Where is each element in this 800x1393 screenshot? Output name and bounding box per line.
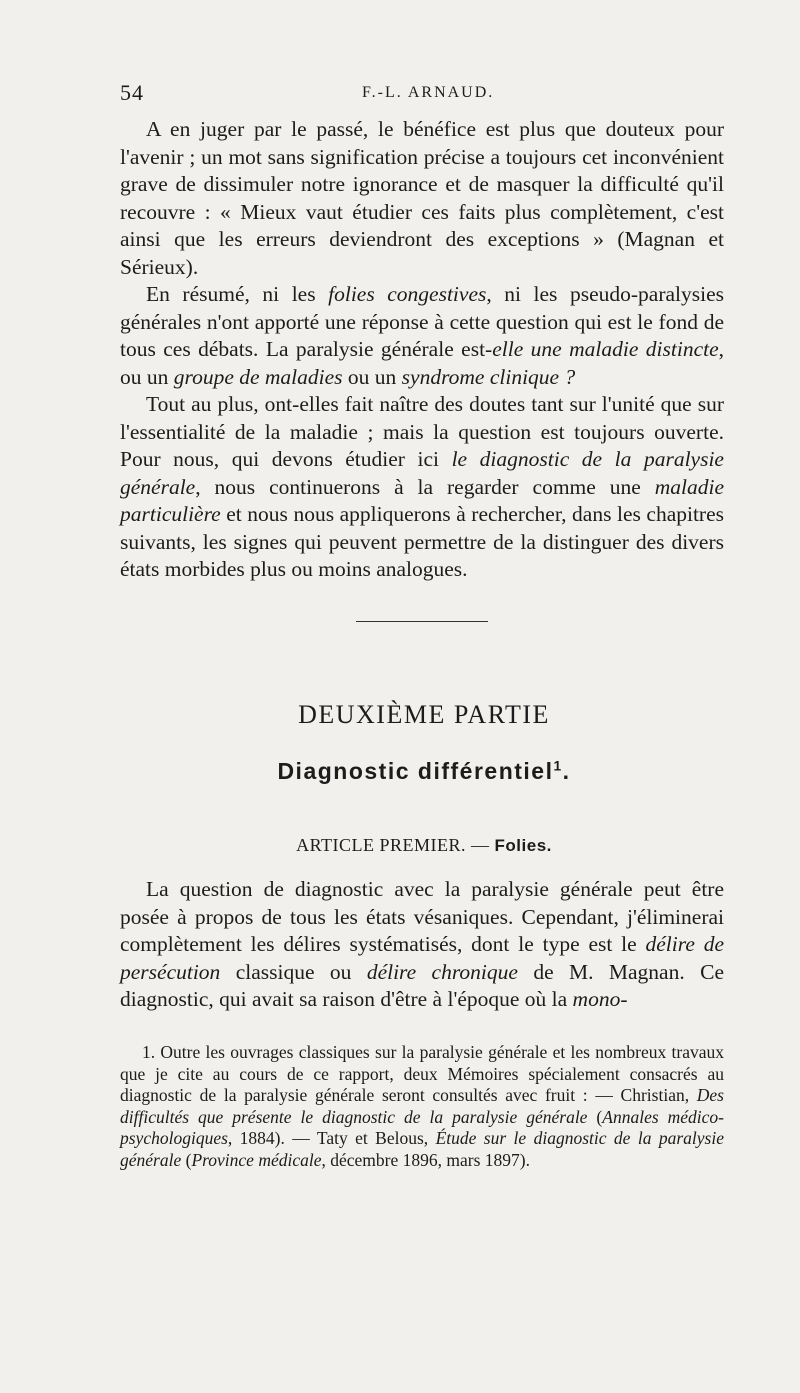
- italic-span: syndrome clinique ?: [401, 364, 576, 389]
- text-span: (: [181, 1149, 192, 1170]
- text-span: , ni les pseudo-paralysies générales n'ont apporté une réponse à cette question qui est le fond de tous ces débats. La paralysie générale est-: [120, 282, 725, 361]
- text-span: ou un: [342, 364, 402, 389]
- article-label: ARTICLE PREMIER. —: [296, 835, 495, 855]
- text-span: de M. Magnan. Ce diagnostic, qui avait sa raison d'être à l'époque où la: [120, 959, 725, 1011]
- italic-span: mono-: [572, 987, 628, 1011]
- text-span: La question de diagnostic avec la paralysie générale peut être posée à propos de tous les états vésaniques. Cependant, j'éliminerai complètement les délires systématisés, dont le type est le: [120, 877, 724, 956]
- section-title-text: Diagnostic différentiel: [277, 758, 554, 784]
- text-span: En résumé, ni les: [146, 282, 329, 306]
- page-header: [120, 80, 730, 110]
- italic-span: maladie particulière: [120, 474, 724, 526]
- text-span: , nous continuerons à la regarder comme une: [195, 474, 655, 499]
- paragraph-4: [120, 876, 724, 1014]
- italic-span: elle une maladie distincte: [492, 337, 719, 361]
- page-number: 54: [120, 80, 144, 105]
- italic-span: le diagnostic de la paralysie générale: [120, 447, 724, 499]
- running-head: F.-L. ARNAUD.: [362, 84, 495, 101]
- italic-span: folies congestives: [328, 282, 487, 306]
- body-text-upper: [120, 116, 724, 584]
- article-keyword: Folies.: [494, 836, 552, 855]
- italic-span: délire chronique: [366, 959, 518, 984]
- paragraph-2: [120, 281, 724, 391]
- paragraph-1: A en juger par le passé, le bénéfice est plus que douteux pour l'avenir ; un mot sans signification précise a toujours cet inconvénient grave de dissimuler notre ignorance et de masquer la difficulté qu'il recouvre : « Mieux vaut étudier ces faits plus complètement, c'est ainsi que les erreurs deviendront des exceptions » (Magnan et Sérieux).: [120, 117, 724, 279]
- body-text-lower: [120, 876, 724, 1014]
- text-span: 1. Outre les ouvrages classiques sur la paralysie générale et les nombreux travaux que je cite au cours de ce rapport, deux Mémoires spécialement consacrés au diagnostic de la paralysie générale seront consultés avec fruit : — Christian,: [120, 1042, 724, 1106]
- footnote-text: [120, 1042, 724, 1172]
- italic-span: Des difficultés que présente le diagnostic de la paralysie générale: [120, 1085, 724, 1127]
- section-title: Diagnostic différentiel$^1$.: [277, 758, 571, 784]
- text-span: , ou un: [120, 337, 725, 389]
- italic-span: Province médicale: [191, 1149, 322, 1170]
- italic-span: Annales médico-psychologiques: [120, 1106, 724, 1149]
- text-span: classique ou: [220, 959, 367, 984]
- text-span: Tout au plus, ont-elles fait naître des doutes tant sur l'unité que sur l'essentialité de la maladie ; mais la question est toujours ouverte. Pour nous, qui devons étudier ici: [120, 392, 724, 471]
- article-heading: [0, 835, 800, 856]
- text-span: , 1884). — Taty et Belous,: [227, 1128, 436, 1149]
- footnote: [120, 1042, 724, 1172]
- footnote-marker: 1: [553, 758, 563, 774]
- paragraph-3: [120, 391, 724, 584]
- italic-span: Étude sur le diagnostic de la paralysie générale: [120, 1128, 724, 1170]
- italic-span: groupe de maladies: [173, 364, 343, 389]
- text-span: (: [587, 1106, 603, 1127]
- part-title: DEUXIÈME PARTIE: [298, 700, 550, 729]
- italic-span: délire de persécution: [120, 932, 724, 984]
- text-span: , décembre 1896, mars 1897).: [321, 1149, 530, 1170]
- section-divider: [356, 621, 488, 622]
- text-span: et nous nous appliquerons à rechercher, dans les chapitres suivants, les signes qui peuvent permettre de la distinguer des divers états morbides plus ou moins analogues.: [120, 502, 724, 581]
